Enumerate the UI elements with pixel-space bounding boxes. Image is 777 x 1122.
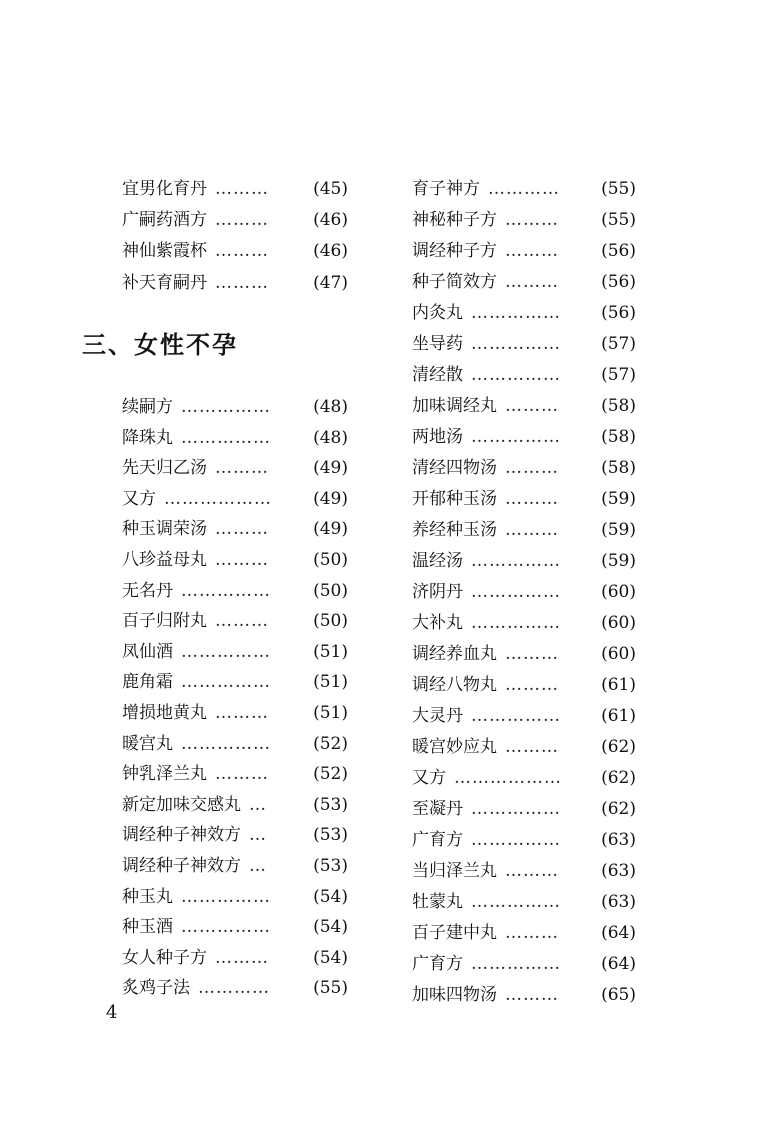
- entry-title: 宜男化育丹: [122, 179, 207, 199]
- entry-title: 调经种子方: [412, 241, 497, 261]
- entry-page: (56): [601, 303, 636, 323]
- entry-title: 又方: [122, 488, 156, 509]
- leader-dots: ………: [505, 210, 559, 230]
- leader-dots: …: [249, 856, 267, 876]
- toc-entry: [412, 701, 636, 731]
- toc-entry: [412, 329, 636, 359]
- entry-page: (53): [313, 825, 348, 846]
- toc-entry: [122, 453, 348, 483]
- entry-page: (48): [313, 427, 348, 448]
- leader-dots: ……………: [181, 641, 271, 662]
- leader-dots: ……………: [181, 733, 271, 754]
- entry-page: (52): [313, 764, 348, 785]
- toc-entry: [122, 882, 348, 912]
- entry-page: (63): [601, 892, 636, 912]
- entry-title: 调经养血丸: [412, 644, 497, 664]
- entry-title: 种玉调荣汤: [122, 519, 207, 540]
- entry-title: 大补丸: [412, 613, 463, 633]
- entry-title: 育子神方: [412, 179, 480, 199]
- entry-page: (54): [313, 917, 348, 938]
- entry-title: 钟乳泽兰丸: [122, 764, 207, 785]
- toc-entry: [122, 820, 348, 850]
- toc-entry: [122, 943, 348, 973]
- entry-page: (63): [601, 830, 636, 850]
- entry-title: 神秘种子方: [412, 210, 497, 230]
- leader-dots: ……………: [181, 397, 271, 417]
- toc-entry: [412, 670, 636, 700]
- entry-page: (50): [313, 580, 348, 601]
- leader-dots: ……………: [471, 582, 561, 602]
- toc-entry: [122, 484, 348, 514]
- entry-title: 炙鸡子法: [122, 978, 190, 999]
- entry-title: 广育方: [412, 830, 463, 850]
- entry-page: (65): [601, 985, 636, 1005]
- leader-dots: ………: [215, 947, 269, 968]
- toc-entry: [412, 484, 636, 514]
- leader-dots: ……………: [471, 954, 561, 974]
- entry-page: (46): [313, 241, 348, 262]
- leader-dots: ………: [505, 923, 559, 943]
- entry-page: (46): [313, 210, 348, 231]
- entry-title: 先天归乙汤: [122, 458, 207, 479]
- entry-page: (45): [313, 179, 348, 199]
- entry-page: (61): [601, 706, 636, 726]
- leader-dots: ………: [505, 458, 559, 478]
- leader-dots: ………: [215, 241, 269, 262]
- entry-title: 调经种子神效方: [122, 856, 241, 876]
- entry-title: 女人种子方: [122, 947, 207, 968]
- toc-entry: [122, 423, 348, 453]
- entry-page: (54): [313, 947, 348, 968]
- entry-page: (57): [601, 334, 636, 354]
- toc-entry: [412, 453, 636, 483]
- entry-title: 当归泽兰丸: [412, 861, 497, 881]
- page-number: 4: [106, 1002, 118, 1023]
- entry-title: 至凝丹: [412, 799, 463, 819]
- toc-entry: [122, 174, 348, 204]
- entry-title: 开郁种玉汤: [412, 489, 497, 509]
- toc-entry: [412, 918, 636, 948]
- entry-title: 增损地黄丸: [122, 703, 207, 723]
- entry-title: 两地汤: [412, 427, 463, 447]
- toc-entry: [412, 391, 636, 421]
- entry-page: (49): [313, 458, 348, 479]
- toc-entry: [412, 515, 636, 545]
- entry-page: (50): [313, 550, 348, 570]
- entry-title: 新定加味交感丸: [122, 794, 241, 815]
- entry-title: 百子建中丸: [412, 923, 497, 943]
- entry-page: (56): [601, 272, 636, 292]
- toc-entry: [122, 268, 348, 298]
- entry-page: (55): [601, 210, 636, 230]
- entry-page: (59): [601, 489, 636, 509]
- leader-dots: ……………: [471, 303, 561, 323]
- leader-dots: ……………: [181, 886, 271, 907]
- leader-dots: ………: [505, 241, 559, 261]
- entry-page: (51): [313, 703, 348, 723]
- entry-page: (58): [601, 396, 636, 416]
- entry-page: (63): [601, 861, 636, 881]
- entry-title: 调经种子神效方: [122, 825, 241, 846]
- entry-page: (57): [601, 365, 636, 385]
- toc-entry: [412, 856, 636, 886]
- leader-dots: …: [249, 794, 267, 815]
- leader-dots: ……………: [471, 613, 561, 633]
- entry-title: 又方: [412, 768, 446, 788]
- entry-title: 调经八物丸: [412, 675, 497, 695]
- toc-entry: [122, 576, 348, 606]
- entry-page: (51): [313, 641, 348, 662]
- toc-entry: [122, 729, 348, 759]
- entry-title: 济阴丹: [412, 582, 463, 602]
- toc-entry: [412, 422, 636, 452]
- entry-title: 坐导药: [412, 334, 463, 354]
- leader-dots: ……………: [471, 892, 561, 912]
- entry-page: (60): [601, 613, 636, 633]
- entry-title: 广嗣药酒方: [122, 210, 207, 231]
- leader-dots: ……………: [181, 672, 271, 693]
- section-heading: 三、女性不孕: [82, 330, 238, 359]
- leader-dots: ……………: [471, 334, 561, 354]
- toc-entry: [412, 174, 636, 204]
- entry-title: 凤仙酒: [122, 641, 173, 662]
- entry-page: (54): [313, 886, 348, 907]
- entry-page: (62): [601, 737, 636, 757]
- toc-entry: [412, 794, 636, 824]
- entry-page: (55): [601, 179, 636, 199]
- entry-page: (60): [601, 582, 636, 602]
- entry-title: 暖宫妙应丸: [412, 737, 497, 757]
- toc-entry: [122, 236, 348, 266]
- entry-title: 养经种玉汤: [412, 520, 497, 540]
- toc-entry: [412, 205, 636, 235]
- entry-title: 八珍益母丸: [122, 550, 207, 570]
- leader-dots: ………: [505, 272, 559, 292]
- entry-page: (53): [313, 794, 348, 815]
- leader-dots: …: [249, 825, 267, 846]
- toc-entry: [412, 949, 636, 979]
- entry-page: (64): [601, 923, 636, 943]
- leader-dots: ………: [505, 737, 559, 757]
- leader-dots: ………: [505, 644, 559, 664]
- entry-title: 加味调经丸: [412, 396, 497, 416]
- entry-title: 无名丹: [122, 580, 173, 601]
- toc-entry: [412, 732, 636, 762]
- toc-entry: [122, 637, 348, 667]
- entry-page: (49): [313, 488, 348, 509]
- toc-entry: [412, 825, 636, 855]
- toc-entry: [412, 639, 636, 669]
- leader-dots: ……………: [471, 799, 561, 819]
- leader-dots: ……………: [181, 427, 271, 448]
- entry-page: (59): [601, 520, 636, 540]
- toc-entry: [122, 790, 348, 820]
- toc-entry: [412, 546, 636, 576]
- leader-dots: ………: [215, 458, 269, 479]
- leader-dots: ………: [215, 519, 269, 540]
- toc-entry: [412, 763, 636, 793]
- entry-title: 清经散: [412, 365, 463, 385]
- leader-dots: ………: [505, 675, 559, 695]
- leader-dots: ……………: [471, 551, 561, 571]
- toc-entry: [122, 973, 348, 1003]
- leader-dots: ………: [215, 550, 269, 570]
- entry-title: 清经四物汤: [412, 458, 497, 478]
- leader-dots: ……………: [181, 580, 271, 601]
- toc-entry: [412, 298, 636, 328]
- leader-dots: ………………: [454, 768, 562, 788]
- toc-entry: [122, 698, 348, 728]
- leader-dots: ………: [215, 272, 269, 293]
- toc-entry: [122, 205, 348, 235]
- entry-page: (49): [313, 519, 348, 540]
- leader-dots: ……………: [471, 365, 561, 385]
- entry-page: (58): [601, 427, 636, 447]
- toc-entry: [122, 514, 348, 544]
- entry-page: (51): [313, 672, 348, 693]
- entry-title: 鹿角霜: [122, 672, 173, 693]
- leader-dots: …………: [198, 978, 270, 999]
- leader-dots: ……………: [471, 706, 561, 726]
- entry-page: (58): [601, 458, 636, 478]
- toc-entry: [412, 360, 636, 390]
- leader-dots: ………: [505, 861, 559, 881]
- entry-title: 大灵丹: [412, 706, 463, 726]
- entry-page: (55): [313, 978, 348, 999]
- entry-title: 内灸丸: [412, 303, 463, 323]
- entry-title: 暖宫丸: [122, 733, 173, 754]
- toc-entry: [122, 851, 348, 881]
- entry-page: (59): [601, 551, 636, 571]
- leader-dots: ………: [215, 210, 269, 231]
- entry-page: (52): [313, 733, 348, 754]
- entry-page: (47): [313, 272, 348, 293]
- entry-title: 续嗣方: [122, 397, 173, 417]
- leader-dots: ………: [505, 489, 559, 509]
- entry-page: (61): [601, 675, 636, 695]
- toc-entry: [412, 980, 636, 1010]
- toc-entry: [412, 577, 636, 607]
- toc-entry: [412, 236, 636, 266]
- entry-title: 补天育嗣丹: [122, 272, 207, 293]
- leader-dots: ……………: [471, 830, 561, 850]
- entry-title: 神仙紫霞杯: [122, 241, 207, 262]
- entry-title: 百子归附丸: [122, 611, 207, 632]
- leader-dots: ………: [215, 179, 269, 199]
- leader-dots: …………: [488, 179, 560, 199]
- leader-dots: ……………: [471, 427, 561, 447]
- toc-entry: [122, 606, 348, 636]
- toc-entry: [412, 887, 636, 917]
- entry-title: 种玉丸: [122, 886, 173, 907]
- entry-page: (48): [313, 397, 348, 417]
- entry-page: (56): [601, 241, 636, 261]
- entry-page: (62): [601, 768, 636, 788]
- toc-entry: [412, 267, 636, 297]
- toc-entry: [122, 759, 348, 789]
- entry-title: 温经汤: [412, 551, 463, 571]
- toc-entry: [122, 392, 348, 422]
- leader-dots: ………: [215, 611, 269, 632]
- toc-entry: [412, 608, 636, 638]
- entry-title: 降珠丸: [122, 427, 173, 448]
- entry-title: 种玉酒: [122, 917, 173, 938]
- entry-page: (64): [601, 954, 636, 974]
- leader-dots: ………: [505, 985, 559, 1005]
- leader-dots: ………: [505, 396, 559, 416]
- leader-dots: ………: [505, 520, 559, 540]
- leader-dots: ………………: [164, 488, 272, 509]
- leader-dots: ………: [215, 764, 269, 785]
- toc-entry: [122, 912, 348, 942]
- entry-page: (53): [313, 856, 348, 876]
- toc-entry: [122, 545, 348, 575]
- entry-page: (62): [601, 799, 636, 819]
- entry-title: 广育方: [412, 954, 463, 974]
- entry-page: (60): [601, 644, 636, 664]
- entry-title: 加味四物汤: [412, 985, 497, 1005]
- entry-page: (50): [313, 611, 348, 632]
- entry-title: 种子简效方: [412, 272, 497, 292]
- leader-dots: ………: [215, 703, 269, 723]
- leader-dots: ……………: [181, 917, 271, 938]
- toc-entry: [122, 667, 348, 697]
- entry-title: 牡蒙丸: [412, 892, 463, 912]
